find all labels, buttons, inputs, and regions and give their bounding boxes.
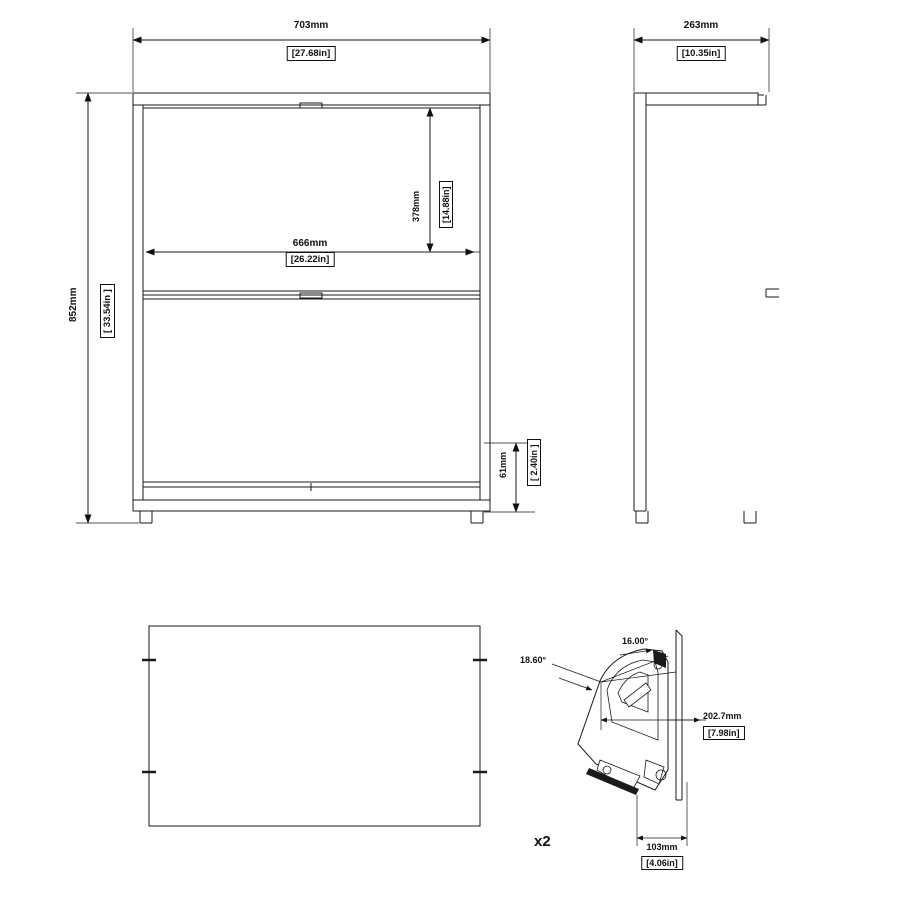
front-view-geometry [133,93,490,523]
side-depth-in-label: [10.35in] [677,46,726,61]
quantity-label: x2 [534,833,551,850]
side-depth-mm-label: 263mm [683,20,719,31]
angle-b-label: 18.60° [520,655,547,665]
front-width-in-label: [27.68in] [287,46,336,61]
arm-length-mm-label: 202.7mm [703,711,742,721]
inner-height-in-label: [14.88in] [439,181,453,228]
base-height-in-label: [ 2.40in ] [527,439,541,486]
base-length-mm-label: 103mm [646,842,678,852]
front-width-mm-label: 703mm [293,20,329,31]
hinge-detail-geometry [552,630,706,846]
base-height-mm-label: 61mm [498,451,508,478]
base-length-in-label: [4.06in] [641,856,683,870]
front-height-mm-label: 852mm [68,287,79,322]
inner-height-extension-lines [430,108,480,252]
inner-width-in-label: [26.22in] [286,252,335,267]
front-height-in-label: [ 33.54in ] [100,284,115,338]
arm-length-in-label: [7.98in] [703,726,745,740]
inner-width-mm-label: 666mm [292,238,328,249]
top-view-geometry [142,626,487,826]
angle-a-label: 16.00° [622,636,649,646]
inner-height-mm-label: 378mm [411,190,421,222]
side-view-geometry [634,93,779,523]
